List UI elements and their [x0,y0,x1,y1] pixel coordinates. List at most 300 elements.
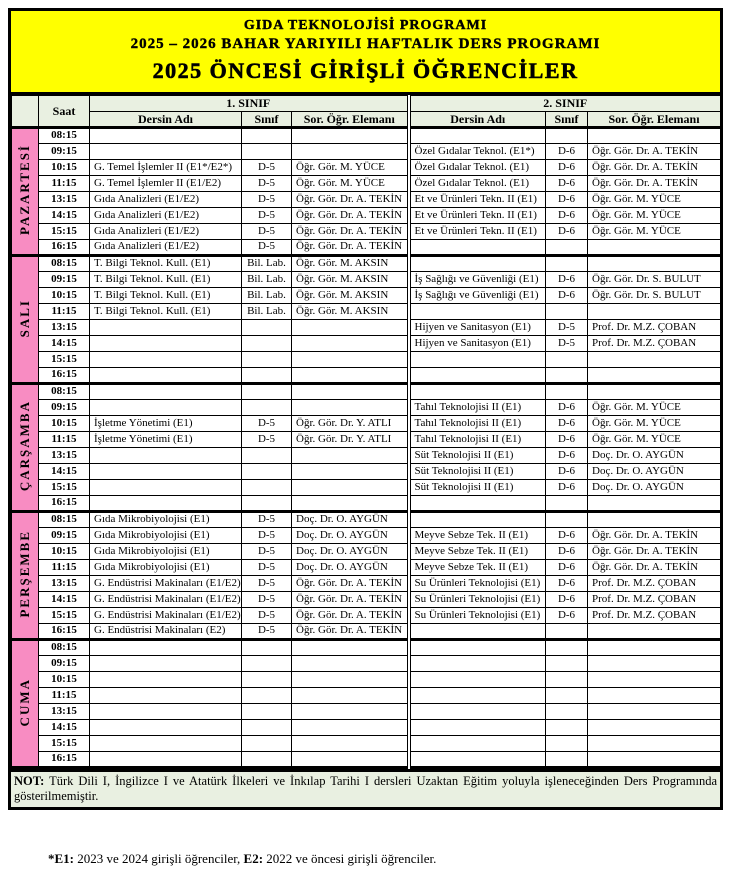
time-cell: 14:15 [39,464,90,480]
room-cell-1 [242,688,292,704]
instructor-cell-1: Doç. Dr. O. AYGÜN [292,528,409,544]
instructor-cell-1: Öğr. Gör. Dr. A. TEKİN [292,208,409,224]
course-cell-2 [409,496,546,512]
schedule-row [12,720,721,736]
schedule-row [12,160,721,176]
instructor-cell-2: Doç. Dr. O. AYGÜN [588,464,721,480]
time-cell: 15:15 [39,608,90,624]
schedule-row [12,144,721,160]
room-cell-1 [242,736,292,752]
instructor-cell-2 [588,512,721,528]
schedule-row [12,544,721,560]
room-cell-1: Bil. Lab. [242,304,292,320]
header-col-sinif-2: Sınıf [546,112,588,128]
course-cell-1 [90,400,242,416]
instructor-cell-1: Doç. Dr. O. AYGÜN [292,512,409,528]
room-cell-2: D-6 [546,576,588,592]
schedule-row [12,384,721,400]
instructor-cell-2: Öğr. Gör. Dr. A. TEKİN [588,160,721,176]
instructor-cell-1: Öğr. Gör. Dr. A. TEKİN [292,608,409,624]
schedule-row [12,496,721,512]
course-cell-2: İş Sağlığı ve Güvenliği (E1) [409,288,546,304]
time-cell: 11:15 [39,432,90,448]
instructor-cell-2: Öğr. Gör. M. YÜCE [588,224,721,240]
instructor-cell-1: Öğr. Gör. Dr. A. TEKİN [292,592,409,608]
day-column-corner [12,96,39,128]
time-cell: 10:15 [39,416,90,432]
time-cell: 09:15 [39,528,90,544]
instructor-cell-1: Öğr. Gör. M. YÜCE [292,176,409,192]
course-cell-1: T. Bilgi Teknol. Kull. (E1) [90,256,242,272]
schedule-row [12,656,721,672]
schedule-row [12,672,721,688]
note-text: Türk Dili I, İngilizce I ve Atatürk İlkeleri ve İnkılap Tarihi I dersleri Uzaktan Eğitim yoluyla işleneceğinden Ders Programında gösterilmemiştir. [14,774,717,803]
course-cell-2 [409,368,546,384]
schedule-row [12,432,721,448]
room-cell-2 [546,704,588,720]
schedule-row [12,288,721,304]
time-cell: 15:15 [39,224,90,240]
instructor-cell-1: Doç. Dr. O. AYGÜN [292,560,409,576]
time-cell: 11:15 [39,176,90,192]
schedule-row [12,576,721,592]
room-cell-2: D-6 [546,464,588,480]
header-col-ders-1: Dersin Adı [90,112,242,128]
course-cell-2 [409,256,546,272]
course-cell-2: Tahıl Teknolojisi II (E1) [409,432,546,448]
weekly-schedule-table [11,95,721,769]
day-label: PAZARTESİ [17,144,33,236]
schedule-row [12,752,721,768]
instructor-cell-2: Öğr. Gör. M. YÜCE [588,416,721,432]
time-cell: 16:15 [39,368,90,384]
instructor-cell-2 [588,688,721,704]
schedule-row [12,512,721,528]
instructor-cell-1: Öğr. Gör. M. AKSIN [292,272,409,288]
room-cell-1 [242,464,292,480]
room-cell-1 [242,320,292,336]
course-cell-2 [409,128,546,144]
course-cell-2: İş Sağlığı ve Güvenliği (E1) [409,272,546,288]
schedule-row [12,128,721,144]
time-cell: 11:15 [39,688,90,704]
day-label-cell [12,128,39,256]
room-cell-2 [546,384,588,400]
instructor-cell-1: Öğr. Gör. Dr. Y. ATLI [292,416,409,432]
day-label-cell [12,384,39,512]
room-cell-2: D-6 [546,208,588,224]
time-cell: 15:15 [39,736,90,752]
time-cell: 08:15 [39,512,90,528]
course-cell-1: G. Endüstrisi Makinaları (E2) [90,624,242,640]
instructor-cell-1 [292,752,409,768]
time-cell: 14:15 [39,592,90,608]
course-cell-1 [90,720,242,736]
instructor-cell-1: Öğr. Gör. Dr. A. TEKİN [292,240,409,256]
room-cell-1 [242,384,292,400]
schedule-row [12,592,721,608]
room-cell-1: D-5 [242,192,292,208]
instructor-cell-1 [292,448,409,464]
course-cell-1: T. Bilgi Teknol. Kull. (E1) [90,304,242,320]
instructor-cell-1 [292,720,409,736]
instructor-cell-2: Öğr. Gör. M. YÜCE [588,192,721,208]
course-cell-1 [90,752,242,768]
room-cell-2 [546,256,588,272]
course-cell-1 [90,656,242,672]
time-cell: 09:15 [39,144,90,160]
instructor-cell-2 [588,704,721,720]
schedule-row [12,560,721,576]
time-cell: 15:15 [39,352,90,368]
instructor-cell-2 [588,720,721,736]
course-cell-1: G. Temel İşlemler II (E1*/E2*) [90,160,242,176]
time-cell: 16:15 [39,496,90,512]
room-cell-2 [546,624,588,640]
room-cell-2: D-6 [546,592,588,608]
room-cell-1 [242,640,292,656]
course-cell-2: Özel Gıdalar Teknol. (E1) [409,176,546,192]
instructor-cell-1 [292,352,409,368]
course-cell-1 [90,736,242,752]
course-cell-2: Su Ürünleri Teknolojisi (E1) [409,592,546,608]
time-cell: 10:15 [39,160,90,176]
instructor-cell-2: Öğr. Gör. Dr. A. TEKİN [588,560,721,576]
room-cell-1 [242,400,292,416]
cohort-title: 2025 ÖNCESİ GİRİŞLİ ÖĞRENCİLER [152,58,579,83]
time-cell: 08:15 [39,256,90,272]
course-cell-1: Gıda Analizleri (E1/E2) [90,240,242,256]
instructor-cell-1 [292,144,409,160]
course-cell-1: Gıda Mikrobiyolojisi (E1) [90,512,242,528]
course-cell-2: Meyve Sebze Tek. II (E1) [409,560,546,576]
room-cell-2 [546,688,588,704]
day-block-çarşamba [12,384,721,512]
instructor-cell-1 [292,640,409,656]
footnote [48,851,436,867]
instructor-cell-1 [292,464,409,480]
day-block-perşembe [12,512,721,640]
room-cell-1: D-5 [242,528,292,544]
course-cell-1 [90,320,242,336]
schedule-row [12,208,721,224]
time-cell: 16:15 [39,624,90,640]
room-cell-2: D-6 [546,144,588,160]
time-cell: 13:15 [39,704,90,720]
instructor-cell-2 [588,352,721,368]
room-cell-1 [242,672,292,688]
day-block-pazartesi̇ [12,128,721,256]
footnote-part-3: 2022 ve öncesi girişli öğrenciler. [263,851,437,866]
room-cell-2 [546,368,588,384]
time-cell: 14:15 [39,208,90,224]
instructor-cell-1: Öğr. Gör. M. AKSIN [292,304,409,320]
instructor-cell-2: Öğr. Gör. M. YÜCE [588,432,721,448]
instructor-cell-2: Öğr. Gör. Dr. A. TEKİN [588,176,721,192]
instructor-cell-1 [292,384,409,400]
room-cell-1 [242,144,292,160]
course-cell-1 [90,384,242,400]
course-cell-2 [409,720,546,736]
room-cell-2 [546,496,588,512]
course-cell-2: Süt Teknolojisi II (E1) [409,448,546,464]
course-cell-1: İşletme Yönetimi (E1) [90,416,242,432]
course-cell-2 [409,384,546,400]
room-cell-1: D-5 [242,432,292,448]
room-cell-2: D-5 [546,320,588,336]
room-cell-2 [546,304,588,320]
instructor-cell-2: Prof. Dr. M.Z. ÇOBAN [588,608,721,624]
course-cell-1: G. Endüstrisi Makinaları (E1/E2) [90,576,242,592]
room-cell-1: D-5 [242,624,292,640]
room-cell-1: D-5 [242,544,292,560]
room-cell-1 [242,752,292,768]
schedule-row [12,608,721,624]
time-cell: 09:15 [39,400,90,416]
title-block [11,11,720,95]
room-cell-1 [242,704,292,720]
instructor-cell-2 [588,640,721,656]
room-cell-2 [546,352,588,368]
instructor-cell-1 [292,704,409,720]
schedule-row [12,192,721,208]
course-cell-1: Gıda Analizleri (E1/E2) [90,224,242,240]
instructor-cell-2: Prof. Dr. M.Z. ÇOBAN [588,336,721,352]
room-cell-2: D-6 [546,608,588,624]
time-cell: 08:15 [39,128,90,144]
room-cell-1: D-5 [242,560,292,576]
instructor-cell-1: Öğr. Gör. Dr. A. TEKİN [292,624,409,640]
course-cell-1 [90,496,242,512]
schedule-row [12,624,721,640]
time-cell: 14:15 [39,720,90,736]
time-cell: 16:15 [39,240,90,256]
course-cell-1: İşletme Yönetimi (E1) [90,432,242,448]
schedule-row [12,464,721,480]
footnote-part-2: E2: [243,851,264,866]
room-cell-2 [546,640,588,656]
course-cell-1 [90,128,242,144]
room-cell-2: D-6 [546,160,588,176]
course-cell-2: Süt Teknolojisi II (E1) [409,464,546,480]
instructor-cell-1: Öğr. Gör. Dr. Y. ATLI [292,432,409,448]
room-cell-1: D-5 [242,608,292,624]
schedule-row [12,688,721,704]
instructor-cell-1: Doç. Dr. O. AYGÜN [292,544,409,560]
schedule-row [12,640,721,656]
course-cell-2: Su Ürünleri Teknolojisi (E1) [409,608,546,624]
course-cell-1: G. Endüstrisi Makinaları (E1/E2) [90,592,242,608]
course-cell-2 [409,672,546,688]
instructor-cell-1 [292,496,409,512]
instructor-cell-2: Prof. Dr. M.Z. ÇOBAN [588,576,721,592]
room-cell-2: D-6 [546,432,588,448]
room-cell-2: D-6 [546,544,588,560]
day-label-cell [12,640,39,768]
time-cell: 08:15 [39,640,90,656]
instructor-cell-2 [588,496,721,512]
room-cell-1 [242,128,292,144]
course-cell-1 [90,480,242,496]
room-cell-2: D-6 [546,272,588,288]
day-block-cuma [12,640,721,768]
schedule-row [12,416,721,432]
time-cell: 13:15 [39,576,90,592]
course-cell-2: Özel Gıdalar Teknol. (E1) [409,160,546,176]
room-cell-2 [546,128,588,144]
schedule-row [12,320,721,336]
header-col-sor-1: Sor. Öğr. Elemanı [292,112,409,128]
room-cell-2: D-6 [546,176,588,192]
room-cell-1 [242,336,292,352]
instructor-cell-1 [292,368,409,384]
instructor-cell-2: Doç. Dr. O. AYGÜN [588,480,721,496]
schedule-row [12,176,721,192]
course-cell-1 [90,688,242,704]
course-cell-1 [90,352,242,368]
room-cell-1: D-5 [242,240,292,256]
room-cell-1: Bil. Lab. [242,272,292,288]
instructor-cell-1 [292,672,409,688]
footnote-part-1: 2023 ve 2024 girişli öğrenciler, [74,851,244,866]
day-label: CUMA [17,677,33,726]
course-cell-2: Tahıl Teknolojisi II (E1) [409,400,546,416]
course-cell-1: Gıda Mikrobiyolojisi (E1) [90,560,242,576]
time-cell: 13:15 [39,192,90,208]
instructor-cell-1 [292,336,409,352]
room-cell-2 [546,512,588,528]
time-cell: 13:15 [39,320,90,336]
instructor-cell-2: Öğr. Gör. Dr. S. BULUT [588,288,721,304]
instructor-cell-1 [292,400,409,416]
room-cell-2: D-6 [546,416,588,432]
course-cell-2: Süt Teknolojisi II (E1) [409,480,546,496]
course-cell-2: Et ve Ürünleri Tekn. II (E1) [409,224,546,240]
schedule-row [12,336,721,352]
course-cell-2 [409,736,546,752]
room-cell-1: D-5 [242,208,292,224]
time-cell: 13:15 [39,448,90,464]
schedule-row [12,256,721,272]
time-cell: 15:15 [39,480,90,496]
room-cell-2: D-5 [546,336,588,352]
course-cell-1: G. Endüstrisi Makinaları (E1/E2) [90,608,242,624]
instructor-cell-2 [588,672,721,688]
header-saat: Saat [39,96,90,128]
instructor-cell-2: Öğr. Gör. Dr. A. TEKİN [588,544,721,560]
room-cell-2 [546,672,588,688]
instructor-cell-2 [588,128,721,144]
course-cell-2 [409,512,546,528]
instructor-cell-2: Öğr. Gör. Dr. A. TEKİN [588,144,721,160]
schedule-row [12,272,721,288]
course-cell-1 [90,144,242,160]
room-cell-2: D-6 [546,224,588,240]
instructor-cell-2 [588,384,721,400]
room-cell-2 [546,656,588,672]
header-col-sinif-1: Sınıf [242,112,292,128]
instructor-cell-1 [292,480,409,496]
course-cell-2: Tahıl Teknolojisi II (E1) [409,416,546,432]
instructor-cell-2 [588,240,721,256]
note-box [11,769,720,807]
instructor-cell-1: Öğr. Gör. M. AKSIN [292,288,409,304]
course-cell-2: Et ve Ürünleri Tekn. II (E1) [409,192,546,208]
schedule-row [12,352,721,368]
schedule-row [12,448,721,464]
room-cell-1 [242,448,292,464]
course-cell-2 [409,704,546,720]
program-title: GIDA TEKNOLOJİSİ PROGRAMI [243,18,488,33]
time-cell: 09:15 [39,656,90,672]
course-cell-2: Hijyen ve Sanitasyon (E1) [409,336,546,352]
course-cell-1: Gıda Analizleri (E1/E2) [90,208,242,224]
room-cell-2 [546,240,588,256]
header-col-ders-2: Dersin Adı [409,112,546,128]
instructor-cell-2 [588,304,721,320]
course-cell-2: Et ve Ürünleri Tekn. II (E1) [409,208,546,224]
schedule-row [12,480,721,496]
course-cell-2 [409,304,546,320]
instructor-cell-2: Doç. Dr. O. AYGÜN [588,448,721,464]
schedule-row [12,400,721,416]
room-cell-2: D-6 [546,480,588,496]
course-cell-2 [409,688,546,704]
course-cell-1: Gıda Analizleri (E1/E2) [90,192,242,208]
course-cell-2: Hijyen ve Sanitasyon (E1) [409,320,546,336]
room-cell-2: D-6 [546,288,588,304]
course-cell-1 [90,672,242,688]
course-cell-2 [409,624,546,640]
room-cell-1 [242,368,292,384]
course-cell-2: Meyve Sebze Tek. II (E1) [409,528,546,544]
room-cell-2: D-6 [546,528,588,544]
instructor-cell-2: Prof. Dr. M.Z. ÇOBAN [588,320,721,336]
time-cell: 11:15 [39,560,90,576]
note-label: NOT: [14,774,45,788]
room-cell-2: D-6 [546,560,588,576]
instructor-cell-1: Öğr. Gör. Dr. A. TEKİN [292,224,409,240]
instructor-cell-2 [588,624,721,640]
time-cell: 14:15 [39,336,90,352]
instructor-cell-2: Öğr. Gör. Dr. S. BULUT [588,272,721,288]
course-cell-2: Özel Gıdalar Teknol. (E1*) [409,144,546,160]
room-cell-2 [546,720,588,736]
instructor-cell-2 [588,752,721,768]
day-block-sali [12,256,721,384]
schedule-row [12,304,721,320]
course-cell-1: T. Bilgi Teknol. Kull. (E1) [90,288,242,304]
course-cell-2: Meyve Sebze Tek. II (E1) [409,544,546,560]
footnote-part-0: *E1: [48,851,74,866]
course-cell-2 [409,752,546,768]
room-cell-1: D-5 [242,576,292,592]
room-cell-1: Bil. Lab. [242,288,292,304]
instructor-cell-2 [588,736,721,752]
schedule-row [12,368,721,384]
day-label: ÇARŞAMBA [17,400,33,492]
schedule-outer-frame [8,8,723,810]
room-cell-2 [546,736,588,752]
course-cell-1 [90,336,242,352]
room-cell-2: D-6 [546,448,588,464]
room-cell-1: D-5 [242,416,292,432]
instructor-cell-1 [292,736,409,752]
time-cell: 09:15 [39,272,90,288]
course-cell-2: Su Ürünleri Teknolojisi (E1) [409,576,546,592]
schedule-row [12,736,721,752]
instructor-cell-2: Prof. Dr. M.Z. ÇOBAN [588,592,721,608]
